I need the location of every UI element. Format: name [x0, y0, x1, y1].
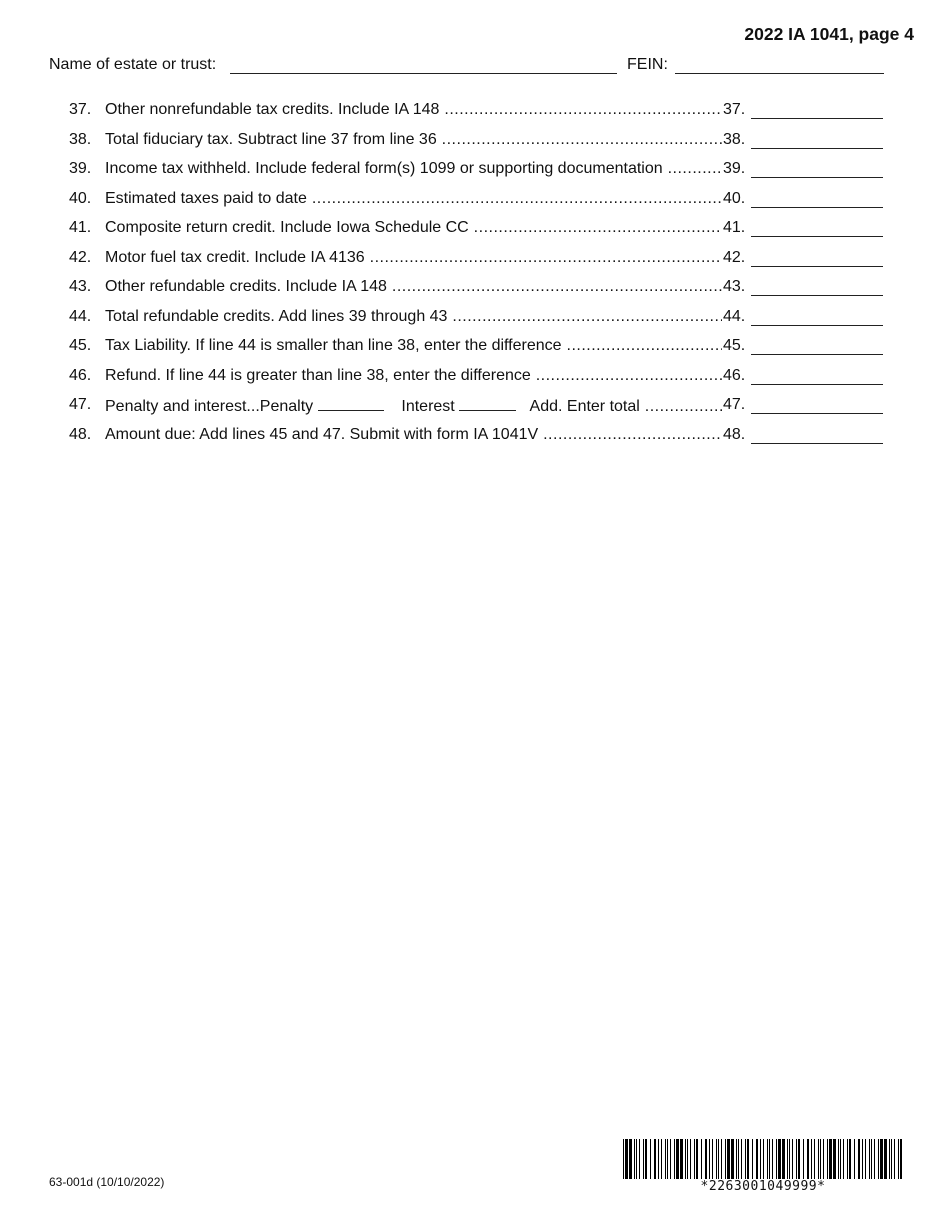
- line-description: Composite return credit. Include Iowa Schedule CC .....: [105, 219, 722, 237]
- line-46-amount-field[interactable]: [751, 384, 883, 385]
- barcode-bar: [745, 1139, 746, 1179]
- line-ref: 38.: [723, 130, 746, 148]
- barcode-bar: [738, 1139, 739, 1179]
- line-40: [0, 190, 950, 220]
- line-ref: 46.: [723, 366, 746, 384]
- barcode-bar: [752, 1139, 753, 1179]
- line-39: [0, 160, 950, 190]
- barcode-bar: [782, 1139, 785, 1179]
- barcode-bar: [680, 1139, 683, 1179]
- barcode-bar: [787, 1139, 788, 1179]
- barcode-bar: [756, 1139, 758, 1179]
- barcode-bar: [847, 1139, 848, 1179]
- barcode-bar: [727, 1139, 730, 1179]
- line-ref: 43.: [723, 278, 746, 295]
- line-description: Refund. If line 44 is greater than line 38, enter the difference .....: [105, 367, 722, 385]
- barcode-bar: [670, 1139, 671, 1179]
- barcode-bar: [736, 1139, 737, 1179]
- line-number: 42.: [69, 248, 92, 266]
- line-ref: 47.: [723, 396, 746, 413]
- line-number: 40.: [69, 189, 92, 207]
- barcode-bar: [721, 1139, 722, 1179]
- form-code: 63-001d (10/10/2022): [49, 1175, 165, 1189]
- penalty-interest-lead: Penalty and interest...: [105, 398, 260, 415]
- barcode-bar: [818, 1139, 819, 1179]
- add-enter-total-label: Add. Enter total: [529, 398, 640, 415]
- barcode-bar: [705, 1139, 707, 1179]
- penalty-field[interactable]: [318, 396, 384, 411]
- interest-field[interactable]: [459, 396, 516, 411]
- line-48-amount-field[interactable]: [751, 443, 883, 444]
- line-ref: 48.: [723, 425, 746, 443]
- barcode-bar: [792, 1139, 793, 1179]
- line-44-amount-field[interactable]: [751, 325, 883, 326]
- barcode-bar: [849, 1139, 851, 1179]
- line-description: Total refundable credits. Add lines 39 through 43 .....: [105, 308, 722, 326]
- barcode-bar: [829, 1139, 832, 1179]
- line-number: 47.: [69, 396, 92, 413]
- estate-name-field[interactable]: [230, 73, 617, 74]
- barcode-bar: [634, 1139, 635, 1179]
- line-description: Estimated taxes paid to date .....: [105, 190, 722, 208]
- barcode-bar: [712, 1139, 713, 1179]
- barcode-bar: [636, 1139, 637, 1179]
- line-44: [0, 308, 950, 338]
- line-47-amount-field[interactable]: [751, 413, 883, 414]
- barcode-bar: [838, 1139, 839, 1179]
- barcode-bar: [725, 1139, 726, 1179]
- barcode-bar: [625, 1139, 628, 1179]
- barcode-bar: [871, 1139, 872, 1179]
- barcode-bar: [763, 1139, 764, 1179]
- barcode-bar: [854, 1139, 855, 1179]
- barcode-bar: [654, 1139, 656, 1179]
- barcode-bar: [639, 1139, 640, 1179]
- barcode-bar: [767, 1139, 768, 1179]
- line-37: [0, 101, 950, 131]
- barcode-bar: [661, 1139, 662, 1179]
- estate-name-label: Name of estate or trust:: [49, 56, 217, 73]
- barcode-bar: [709, 1139, 710, 1179]
- barcode-bar: [803, 1139, 804, 1179]
- line-46: [0, 367, 950, 397]
- line-ref: 40.: [723, 189, 746, 207]
- barcode-bar: [894, 1139, 895, 1179]
- barcode-bar: [884, 1139, 887, 1179]
- barcode-bar: [747, 1139, 749, 1179]
- barcode-bar: [629, 1139, 632, 1179]
- line-number: 37.: [69, 101, 92, 118]
- line-45: [0, 337, 950, 367]
- barcode-bar: [643, 1139, 644, 1179]
- line-number: 43.: [69, 278, 92, 295]
- barcode-bar: [862, 1139, 863, 1179]
- line-description: Income tax withheld. Include federal form(s) 1099 or supporting documentation .....: [105, 160, 722, 178]
- line-description: Motor fuel tax credit. Include IA 4136 .....: [105, 249, 722, 267]
- barcode-bar: [778, 1139, 781, 1179]
- barcode-bar: [776, 1139, 777, 1179]
- interest-label: Interest: [401, 398, 455, 415]
- barcode-bar: [796, 1139, 797, 1179]
- barcode-bar: [772, 1139, 773, 1179]
- line-38-amount-field[interactable]: [751, 148, 883, 149]
- barcode-bar: [676, 1139, 679, 1179]
- barcode-bar: [741, 1139, 742, 1179]
- barcode-bar: [665, 1139, 666, 1179]
- line-description: Other nonrefundable tax credits. Include IA 148 .....: [105, 101, 722, 119]
- line-number: 39.: [69, 160, 92, 177]
- barcode-bar: [898, 1139, 899, 1179]
- line-ref: 42.: [723, 248, 746, 266]
- barcode-bar: [650, 1139, 651, 1179]
- line-description: Other refundable credits. Include IA 148 .....: [105, 278, 722, 296]
- barcode-bar: [701, 1139, 702, 1179]
- identification-row: [49, 56, 884, 76]
- barcode-bar: [833, 1139, 836, 1179]
- barcode-bar: [789, 1139, 790, 1179]
- line-number: 48.: [69, 425, 92, 443]
- line-description: Tax Liability. If line 44 is smaller than line 38, enter the difference .....: [105, 337, 722, 355]
- barcode-bar: [840, 1139, 841, 1179]
- line-number: 41.: [69, 219, 92, 236]
- line-ref: 39.: [723, 160, 746, 177]
- barcode-graphic: [623, 1139, 903, 1179]
- barcode-bar: [807, 1139, 809, 1179]
- barcode-bar: [731, 1139, 734, 1179]
- line-ref: 37.: [723, 101, 746, 118]
- barcode-bar: [674, 1139, 675, 1179]
- barcode-bar: [874, 1139, 875, 1179]
- barcode-bar: [869, 1139, 870, 1179]
- line-number: 38.: [69, 130, 92, 148]
- line-43: [0, 278, 950, 308]
- fein-label: FEIN:: [627, 56, 668, 73]
- line-39-amount-field[interactable]: [751, 177, 883, 178]
- barcode-bar: [865, 1139, 866, 1179]
- line-41-amount-field[interactable]: [751, 236, 883, 237]
- barcode-bar: [687, 1139, 688, 1179]
- barcode-bar: [900, 1139, 902, 1179]
- barcode-bar: [880, 1139, 883, 1179]
- barcode-bar: [716, 1139, 717, 1179]
- barcode-bar: [685, 1139, 686, 1179]
- barcode-bar: [690, 1139, 691, 1179]
- barcode-bar: [858, 1139, 860, 1179]
- barcode-bar: [889, 1139, 890, 1179]
- barcode-bar: [760, 1139, 761, 1179]
- line-ref: 41.: [723, 219, 746, 236]
- barcode-bar: [891, 1139, 892, 1179]
- barcode-bar: [667, 1139, 668, 1179]
- fein-field[interactable]: [675, 73, 884, 74]
- line-number: 44.: [69, 307, 92, 325]
- barcode-bar: [823, 1139, 824, 1179]
- barcode-bar: [820, 1139, 821, 1179]
- barcode-bar: [811, 1139, 812, 1179]
- barcode-bar: [696, 1139, 698, 1179]
- page-title: 2022 IA 1041, page 4: [744, 24, 914, 44]
- line-number: 45.: [69, 337, 92, 354]
- barcode-number: *2263001049999*: [700, 1179, 826, 1194]
- barcode-bar: [827, 1139, 828, 1179]
- line-40-amount-field[interactable]: [751, 207, 883, 208]
- line-42: [0, 249, 950, 279]
- barcode-bar: [658, 1139, 659, 1179]
- line-43-amount-field[interactable]: [751, 295, 883, 296]
- line-41: [0, 219, 950, 249]
- line-38: [0, 131, 950, 161]
- barcode-bar: [645, 1139, 647, 1179]
- barcode-bar: [694, 1139, 695, 1179]
- line-description: Total fiduciary tax. Subtract line 37 from line 36 .....: [105, 131, 722, 149]
- barcode-bar: [843, 1139, 844, 1179]
- line-42-amount-field[interactable]: [751, 266, 883, 267]
- line-description: [105, 396, 722, 416]
- tax-lines: [0, 101, 950, 455]
- line-description: Amount due: Add lines 45 and 47. Submit with form IA 1041V .....: [105, 426, 722, 444]
- barcode-bar: [769, 1139, 770, 1179]
- penalty-label: Penalty: [259, 398, 314, 415]
- line-47: [0, 396, 950, 426]
- barcode-bar: [878, 1139, 879, 1179]
- line-45-amount-field[interactable]: [751, 354, 883, 355]
- line-37-amount-field[interactable]: [751, 118, 883, 119]
- line-ref: 44.: [723, 307, 746, 325]
- line-48: [0, 426, 950, 456]
- line-ref: 45.: [723, 337, 746, 354]
- barcode-bar: [814, 1139, 815, 1179]
- line-number: 46.: [69, 366, 92, 384]
- barcode-bar: [623, 1139, 624, 1179]
- barcode-bar: [718, 1139, 719, 1179]
- barcode-bar: [798, 1139, 800, 1179]
